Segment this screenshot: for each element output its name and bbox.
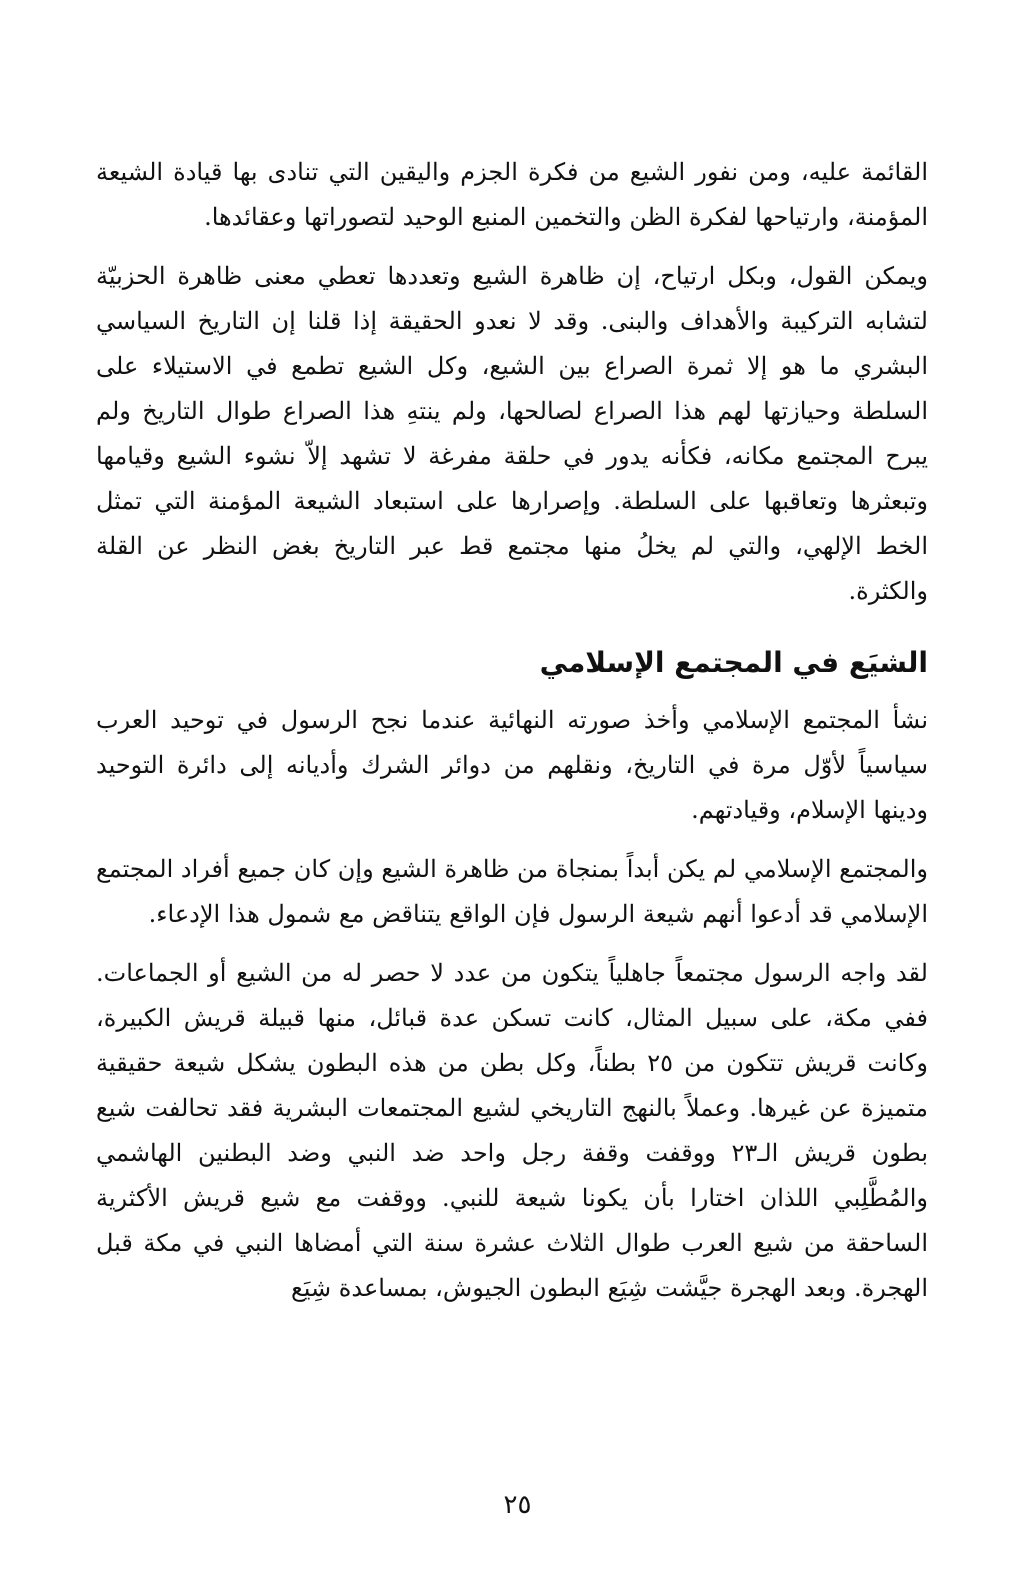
paragraph-quraysh: لقد واجه الرسول مجتمعاً جاهلياً يتكون من عدد لا حصر له من الشيع أو الجماعات. ففي مكة، على سبيل المثال، كانت تسكن عدة قبائل، منها قبيلة قريش الكبيرة، وكانت قريش تتكون من ٢٥ بطناً، وكل بطن من هذه البطون يشكل شيعة حقيقية متميزة عن غيرها. وعملاً بالنهج التاريخي لشيع المجتمعات البشرية فقد تحالفت شيع بطون قريش الـ٢٣ ووقفت وقفة رجل واحد ضد النبي وضد البطنين الهاشمي والمُطَّلِبي اللذان اختارا بأن يكونا شيعة للنبي. ووقفت مع شيع قريش الأكثرية الساحقة من شيع العرب طوال الثلاث عشرة سنة التي أمضاها النبي في مكة قبل الهجرة. وبعد الهجرة جيَّشت شِيَع البطون الجيوش، بمساعدة شِيَع — [96, 959, 929, 1302]
paragraph-continuation: القائمة عليه، ومن نفور الشيع من فكرة الجزم واليقين التي تنادى بها قيادة الشيعة المؤمنة، وارتياحها لفكرة الظن والتخمين المنبع الوحيد لتصوراتها وعقائدها. — [96, 158, 928, 231]
page-number: ٢٥ — [503, 1490, 532, 1520]
section-heading: الشيَع في المجتمع الإسلامي — [539, 646, 928, 679]
paragraph-parties: ويمكن القول، وبكل ارتياح، إن ظاهرة الشيع وتعددها تعطي معنى ظاهرة الحزبيّة لتشابه التركيبة والأهداف والبنى. وقد لا نعدو الحقيقة إذا قلنا إن التاريخ السياسي البشري ما هو إلا ثمرة الصراع بين الشيع، وكل الشيع تطمع في الاستيلاء على السلطة وحيازتها لهم هذا الصراع لصالحها، ولم ينتهِ هذا الصراع طوال التاريخ ولم يبرح المجتمع مكانه، فكأنه يدور في حلقة مفرغة لا تشهد إلاّ نشوء الشيع وقيامها وتبعثرها وتعاقبها على السلطة. وإصرارها على استبعاد الشيعة المؤمنة التي تمثل الخط الإلهي، والتي لم يخلُ منها مجتمع قط عبر التاريخ بغض النظر عن القلة والكثرة. — [96, 262, 928, 605]
paragraph-society: والمجتمع الإسلامي لم يكن أبداً بمنجاة من ظاهرة الشيع وإن كان جميع أفراد المجتمع الإسلامي قد أدعوا أنهم شيعة الرسول فإن الواقع يتناقض مع شمول هذا الإدعاء. — [96, 855, 928, 928]
page-body — [96, 150, 928, 1325]
paragraph-origin: نشأ المجتمع الإسلامي وأخذ صورته النهائية عندما نجح الرسول في توحيد العرب سياسياً لأوّل مرة في التاريخ، ونقلهم من دوائر الشرك وأديانه إلى دائرة التوحيد ودينها الإسلام، وقيادتهم. — [96, 706, 928, 824]
